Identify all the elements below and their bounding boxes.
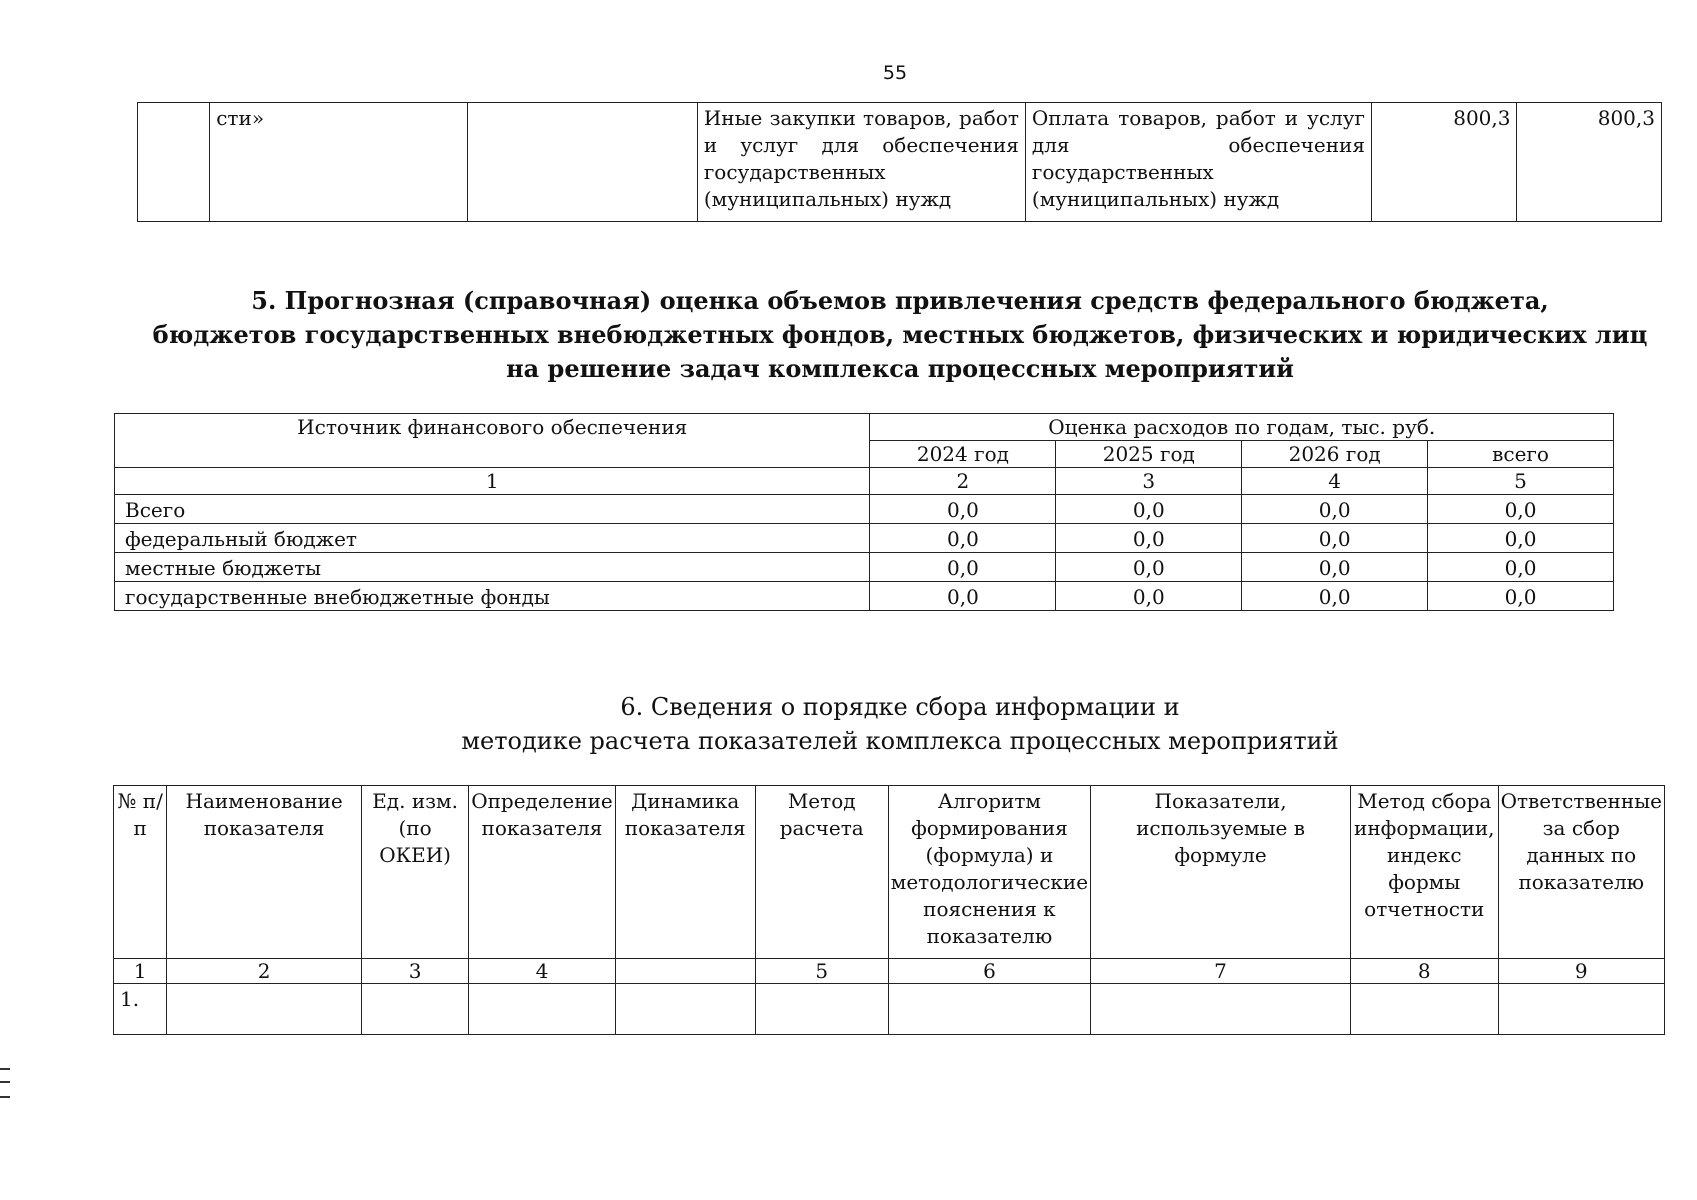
table-cell: 0,0 bbox=[1242, 582, 1428, 611]
column-header: № п/п bbox=[114, 786, 167, 959]
column-number: 4 bbox=[469, 959, 616, 984]
table-cell bbox=[468, 103, 698, 222]
column-number: 4 bbox=[1242, 468, 1428, 495]
table-cell: 0,0 bbox=[1056, 582, 1242, 611]
table-cell bbox=[1498, 984, 1664, 1035]
table-cell: 0,0 bbox=[1056, 495, 1242, 524]
column-number: 3 bbox=[1056, 468, 1242, 495]
table-row bbox=[115, 582, 1614, 611]
table-cell: 0,0 bbox=[870, 524, 1056, 553]
column-header: Наименование показателя bbox=[167, 786, 362, 959]
column-number: 2 bbox=[870, 468, 1056, 495]
table-cell: 0,0 bbox=[1242, 524, 1428, 553]
column-number-row bbox=[115, 468, 1614, 495]
column-header: Показатели, используемые в формуле bbox=[1091, 786, 1351, 959]
table-header-row bbox=[114, 786, 1665, 959]
table-cell: 0,0 bbox=[1428, 495, 1614, 524]
year-header: 2025 год bbox=[1056, 441, 1242, 468]
table-cell: 0,0 bbox=[1242, 495, 1428, 524]
column-number: 8 bbox=[1351, 959, 1499, 984]
table-header-row bbox=[115, 414, 1614, 441]
column-number: 1 bbox=[114, 959, 167, 984]
column-number: 1 bbox=[115, 468, 870, 495]
table-cell bbox=[888, 984, 1090, 1035]
table-cell bbox=[1351, 984, 1499, 1035]
table-cell: 0,0 bbox=[1056, 553, 1242, 582]
row-label: государственные внебюджетные фонды bbox=[115, 582, 870, 611]
section6-title-line: 6. Сведения о порядке сбора информации и bbox=[620, 693, 1180, 721]
row-number: 1. bbox=[114, 984, 167, 1035]
table-cell: Оплата товаров, работ и услуг для обеспечения государственных (муниципальных) нужд bbox=[1025, 103, 1371, 222]
column-number: 3 bbox=[361, 959, 468, 984]
source-header: Источник финансового обеспечения bbox=[115, 414, 870, 468]
section5-title bbox=[110, 284, 1690, 386]
column-number: 7 bbox=[1091, 959, 1351, 984]
table-cell: 800,3 bbox=[1517, 103, 1662, 222]
table-row bbox=[115, 553, 1614, 582]
table-row bbox=[114, 984, 1665, 1035]
column-number bbox=[615, 959, 755, 984]
table-cell: 0,0 bbox=[870, 495, 1056, 524]
table-cell bbox=[167, 984, 362, 1035]
table-cell: 0,0 bbox=[870, 582, 1056, 611]
column-number: 6 bbox=[888, 959, 1090, 984]
page-number: 55 bbox=[882, 62, 908, 84]
indicators-table bbox=[113, 785, 1665, 1035]
table-cell bbox=[138, 103, 210, 222]
row-label: местные бюджеты bbox=[115, 553, 870, 582]
section6-title bbox=[110, 690, 1690, 758]
table-cell bbox=[469, 984, 616, 1035]
section5-title-line: 5. Прогнозная (справочная) оценка объемов привлечения средств федерального бюджета, bbox=[251, 286, 1549, 315]
column-header: Метод расчета bbox=[755, 786, 888, 959]
funding-table bbox=[114, 413, 1614, 611]
table-cell: 0,0 bbox=[1428, 553, 1614, 582]
column-number: 5 bbox=[1428, 468, 1614, 495]
column-number: 5 bbox=[755, 959, 888, 984]
table-cell bbox=[1091, 984, 1351, 1035]
margin-mark bbox=[0, 1068, 10, 1098]
table-cell: 0,0 bbox=[1428, 582, 1614, 611]
column-header: Определение показателя bbox=[469, 786, 616, 959]
continuation-table bbox=[137, 102, 1662, 222]
table-row bbox=[138, 103, 1662, 222]
section6-title-line: методике расчета показателей комплекса процессных мероприятий bbox=[461, 727, 1339, 755]
year-header: всего bbox=[1428, 441, 1614, 468]
year-header: 2026 год bbox=[1242, 441, 1428, 468]
column-header: Алгоритм формирования (формула) и методологические пояснения к показателю bbox=[888, 786, 1090, 959]
table-cell bbox=[615, 984, 755, 1035]
table-cell: 800,3 bbox=[1372, 103, 1517, 222]
row-label: Всего bbox=[115, 495, 870, 524]
column-header: Динамика показателя bbox=[615, 786, 755, 959]
year-header: 2024 год bbox=[870, 441, 1056, 468]
estimate-header: Оценка расходов по годам, тыс. руб. bbox=[870, 414, 1614, 441]
section5-title-line: на решение задач комплекса процессных мероприятий bbox=[506, 354, 1294, 383]
column-header: Ответственные за сбор данных по показателю bbox=[1498, 786, 1664, 959]
table-cell bbox=[755, 984, 888, 1035]
table-cell bbox=[361, 984, 468, 1035]
table-cell: 0,0 bbox=[1428, 524, 1614, 553]
column-number-row bbox=[114, 959, 1665, 984]
column-number: 9 bbox=[1498, 959, 1664, 984]
table-row bbox=[115, 524, 1614, 553]
table-cell: 0,0 bbox=[1242, 553, 1428, 582]
table-cell: 0,0 bbox=[1056, 524, 1242, 553]
table-cell: сти» bbox=[210, 103, 468, 222]
column-number: 2 bbox=[167, 959, 362, 984]
section5-title-line: бюджетов государственных внебюджетных фондов, местных бюджетов, физических и юридических лиц bbox=[152, 320, 1648, 349]
column-header: Метод сбора информации, индекс формы отчетности bbox=[1351, 786, 1499, 959]
table-cell: 0,0 bbox=[870, 553, 1056, 582]
row-label: федеральный бюджет bbox=[115, 524, 870, 553]
column-header: Ед. изм. (по ОКЕИ) bbox=[361, 786, 468, 959]
table-row bbox=[115, 495, 1614, 524]
table-cell: Иные закупки товаров, работ и услуг для обеспечения государственных (муниципальных) нужд bbox=[697, 103, 1025, 222]
